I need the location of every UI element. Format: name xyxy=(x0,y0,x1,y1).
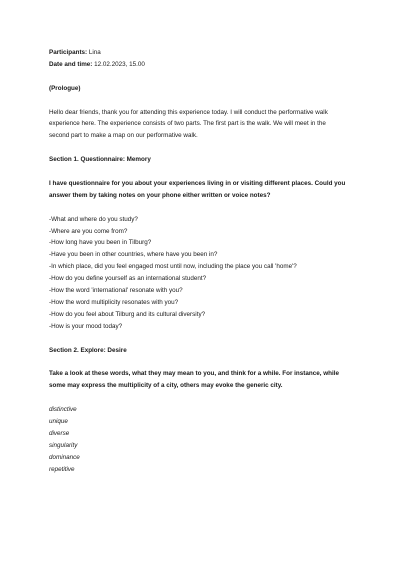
question-item: -Where are you come from? xyxy=(49,227,128,235)
words-list xyxy=(49,404,364,475)
word-item: unique xyxy=(49,417,68,425)
prologue-heading: (Prologue) xyxy=(49,84,81,92)
datetime-value: 12.02.2023, 15.00 xyxy=(92,60,145,68)
question-item: -How is your mood today? xyxy=(49,322,123,330)
section2-intro-line: some may express the multiplicity of a city, others may evoke the generic city. xyxy=(49,382,283,390)
question-item: -How the word 'international' resonate with you? xyxy=(49,287,183,295)
document-page xyxy=(49,47,364,476)
question-item: -How do you define yourself as an international student? xyxy=(49,275,207,283)
prologue-paragraph xyxy=(49,107,364,143)
question-item: -How the word multiplicity resonates with you? xyxy=(49,298,179,306)
word-item: dominance xyxy=(49,453,80,461)
section2-heading: Section 2. Explore: Desire xyxy=(49,346,127,354)
section1-intro xyxy=(49,178,364,202)
section1-intro-line: answer them by taking notes on your phone either written or voice notes? xyxy=(49,191,271,199)
section1-intro-line: I have questionnaire for you about your experiences living in or visiting different places. Could you xyxy=(49,179,346,187)
participants-row xyxy=(49,47,364,59)
question-item: -How long have you been in Tilburg? xyxy=(49,239,152,247)
datetime-row xyxy=(49,59,364,71)
participants-value: Lina xyxy=(87,49,101,56)
question-item: -How do you feel about Tilburg and its cultural diversity? xyxy=(49,310,206,318)
participants-label: Participants: xyxy=(49,49,88,56)
question-item: -What and where do you study? xyxy=(49,215,138,223)
prologue-line: Hello dear friends, thank you for attending this experience today. I will conduct the performative walk xyxy=(49,108,328,116)
word-item: singularity xyxy=(49,441,78,449)
word-item: distinctive xyxy=(49,406,77,414)
section2-intro-line: Take a look at these words, what they may mean to you, and think for a while. For instance, while xyxy=(49,370,339,378)
prologue-line: experience here. The experience consists of two parts. The first part is the walk. We will meet in the xyxy=(49,120,326,128)
question-item: -Have you been in other countries, where have you been in? xyxy=(49,251,218,259)
datetime-label: Date and time: xyxy=(49,60,93,68)
word-item: repetitive xyxy=(49,465,75,473)
section2-intro xyxy=(49,368,364,392)
question-item: -In which place, did you feel engaged most until now, including the place you call 'home'? xyxy=(49,263,297,271)
word-item: diverse xyxy=(49,429,70,437)
questions-list xyxy=(49,214,364,333)
prologue-line: second part to make a map on our performative walk. xyxy=(49,132,198,140)
section1-heading: Section 1. Questionnaire: Memory xyxy=(49,156,151,164)
